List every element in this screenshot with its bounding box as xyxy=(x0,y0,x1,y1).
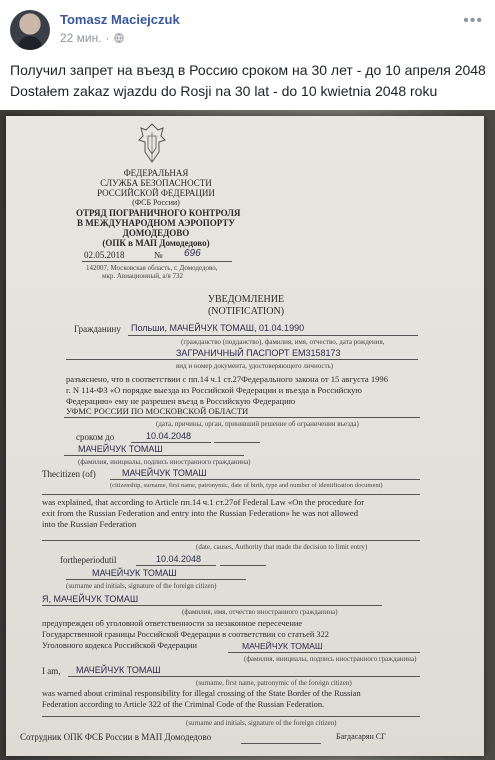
post-line-pl: Dostałem zakaz wjazdu do Rosji na 30 lat - do 10 kwietnia 2048 roku xyxy=(10,83,438,99)
passport-caption: вид и номер документа, удостоверяющего личность) xyxy=(176,362,334,370)
agency-header xyxy=(76,168,241,248)
term-line xyxy=(131,442,211,443)
warned-ru-name: МАЧЕЙЧУК ТОМАШ xyxy=(242,641,323,651)
en-name-value: МАЧЕЙЧУК ТОМАШ xyxy=(92,568,177,578)
officer-sign-line xyxy=(241,743,321,744)
document-number: 696 xyxy=(184,248,201,259)
post-time[interactable]: 22 мин. xyxy=(60,31,102,45)
address-line-2: мкр. Авиационный, а/я 732 xyxy=(102,272,183,280)
agency-line: В МЕЖДУНАРОДНОМ АЭРОПОРТУ xyxy=(76,218,236,228)
en-authority-caption: (date, causes, Authority that made the decision to limit entry) xyxy=(196,543,368,551)
agency-line: (ФСБ России) xyxy=(132,198,180,207)
warned-ru-2: Государственной границы Российской Федерации в соответствии со статьей 322 xyxy=(42,630,329,639)
term-line-2 xyxy=(214,442,260,443)
i-en-label: I am, xyxy=(42,666,61,676)
term-value: 10.04.2048 xyxy=(146,431,192,441)
globe-icon[interactable] xyxy=(114,33,124,43)
period-line-2 xyxy=(220,565,266,566)
en-authority-line xyxy=(42,540,420,541)
agency-line: ФЕДЕРАЛЬНАЯ xyxy=(123,168,189,178)
explain-en-1: was explained, that according to Article пп.14 ч.1 ст.27of Federal Law «On the procedure for xyxy=(42,497,365,507)
officer-label: Сотрудник ОПК ФСБ России в МАП Домодедово xyxy=(20,732,212,742)
warned-ru-caption: (фамилия, инициалы, подпись иностранного гражданина) xyxy=(244,655,417,663)
date-line xyxy=(82,261,232,262)
warned-en-2: Federation according to Article 322 of the Criminal Code of the Russian Federation. xyxy=(42,700,325,709)
citizen-value: Польши, МАЧЕЙЧУК ТОМАШ, 01.04.1990 xyxy=(131,323,305,333)
name-value: МАЧЕЙЧУК ТОМАШ xyxy=(78,444,163,454)
en-citizen-value: МАЧЕЙЧУК ТОМАШ xyxy=(122,468,207,478)
passport-value: ЗАГРАНИЧНЫЙ ПАСПОРТ ЕМ3158173 xyxy=(176,348,341,358)
number-label: № xyxy=(154,250,163,260)
title-en: (NOTIFICATION) xyxy=(207,306,285,317)
post-header xyxy=(0,0,495,60)
name-caption: (фамилия, инициалы, подпись иностранного гражданина) xyxy=(78,458,251,466)
i-en-caption: (surname, first name, patronymic of the foreign citizen) xyxy=(196,679,352,687)
explain-ru-2: г. N 114-ФЗ «О порядке выезда из Российской Федерации и въезда в Российскую xyxy=(66,385,362,395)
agency-line: (ОПК в МАП Домодедово) xyxy=(102,238,210,248)
en-name-caption: (surname and initials, signature of the foreign citizen) xyxy=(66,582,217,590)
warned-ru-line xyxy=(228,652,420,653)
more-options-icon[interactable]: ••• xyxy=(463,12,483,29)
warned-ru-1: предупрежден об уголовной ответственности за незаконное пересечение xyxy=(42,619,303,628)
i-ru-line xyxy=(42,605,382,606)
agency-line: ДОМОДЕДОВО xyxy=(122,228,190,238)
warned-ru-3: Уголовного кодекса Российской Федерации xyxy=(42,641,197,650)
sig-line xyxy=(42,716,420,717)
sig-caption: (surname and initials, signature of the foreign citizen) xyxy=(186,719,337,727)
en-citizen-caption: (citizenship, surname, first name, patronymic, date of birth, type and number of identification document) xyxy=(110,482,383,489)
passport-line xyxy=(66,359,418,360)
i-en-line xyxy=(68,676,420,677)
address-line-1: 142007, Московская область, г. Домодедово, xyxy=(86,264,218,272)
authority-ru: УФМС РОССИИ ПО МОСКОВСКОЙ ОБЛАСТИ xyxy=(66,406,249,416)
period-line xyxy=(136,565,216,566)
period-value: 10.04.2048 xyxy=(156,554,202,564)
title-ru: УВЕДОМЛЕНИЕ xyxy=(207,294,285,305)
post-photo[interactable] xyxy=(0,110,495,760)
avatar[interactable] xyxy=(10,10,50,50)
citizen-caption: (гражданство (подданство), фамилия, имя, отчество, дата рождения, xyxy=(181,338,385,346)
post-meta xyxy=(60,31,124,45)
en-citizen-line xyxy=(110,479,420,480)
name-line xyxy=(64,455,244,456)
dot-separator: · xyxy=(105,31,110,45)
citizen-label: Гражданину xyxy=(74,324,121,334)
officer-name: Багдасарян СГ xyxy=(336,732,386,741)
post-line-ru: Получил запрет на въезд в Россию сроком на 30 лет - до 10 апреля 2048 xyxy=(10,62,486,78)
citizen-line xyxy=(128,335,418,336)
explain-ru-1: разъяснено, что в соответствии с пп.14 ч.1 ст.27Федерального закона от 15 августа 1996 xyxy=(66,374,389,384)
en-citizen-label: Thecitizen (of) xyxy=(42,469,96,479)
explain-ru-3: Федерацию» ему не разрешен въезд в Российскую Федерацию xyxy=(66,396,296,406)
period-label: fortheperiodutil xyxy=(60,555,117,565)
author-name[interactable]: Tomasz Maciejczuk xyxy=(60,12,180,27)
agency-line: СЛУЖБА БЕЗОПАСНОСТИ xyxy=(100,178,212,188)
i-ru-caption: (фамилия, имя, отчество иностранного гражданина) xyxy=(182,608,338,616)
warned-en-1: was warned about criminal responsibility for illegal crossing of the State Border of the Russian xyxy=(42,689,361,698)
fsb-emblem-icon xyxy=(137,122,167,168)
authority-line xyxy=(64,417,420,418)
explain-en-2: exit from the Russian Federation and entry into the Russian Federation» he was not allowed xyxy=(42,508,358,518)
en-name-line xyxy=(66,579,246,580)
authority-caption: (дата, причины, орган, принявший решение об ограничении въезда) xyxy=(156,420,359,428)
notification-document xyxy=(6,116,484,756)
en-blank-line xyxy=(42,494,420,495)
term-label: сроком до xyxy=(76,432,115,442)
explain-en-3: into the Russian Federation xyxy=(42,519,137,529)
agency-line: РОССИЙСКОЙ ФЕДЕРАЦИИ xyxy=(97,188,215,198)
i-ru-value: Я, МАЧЕЙЧУК ТОМАШ xyxy=(42,594,139,604)
post-text xyxy=(10,60,490,102)
i-en-value: МАЧЕЙЧУК ТОМАШ xyxy=(76,665,161,675)
document-date: 02.05.2018 xyxy=(84,250,125,260)
agency-line: ОТРЯД ПОГРАНИЧНОГО КОНТРОЛЯ xyxy=(76,208,241,218)
